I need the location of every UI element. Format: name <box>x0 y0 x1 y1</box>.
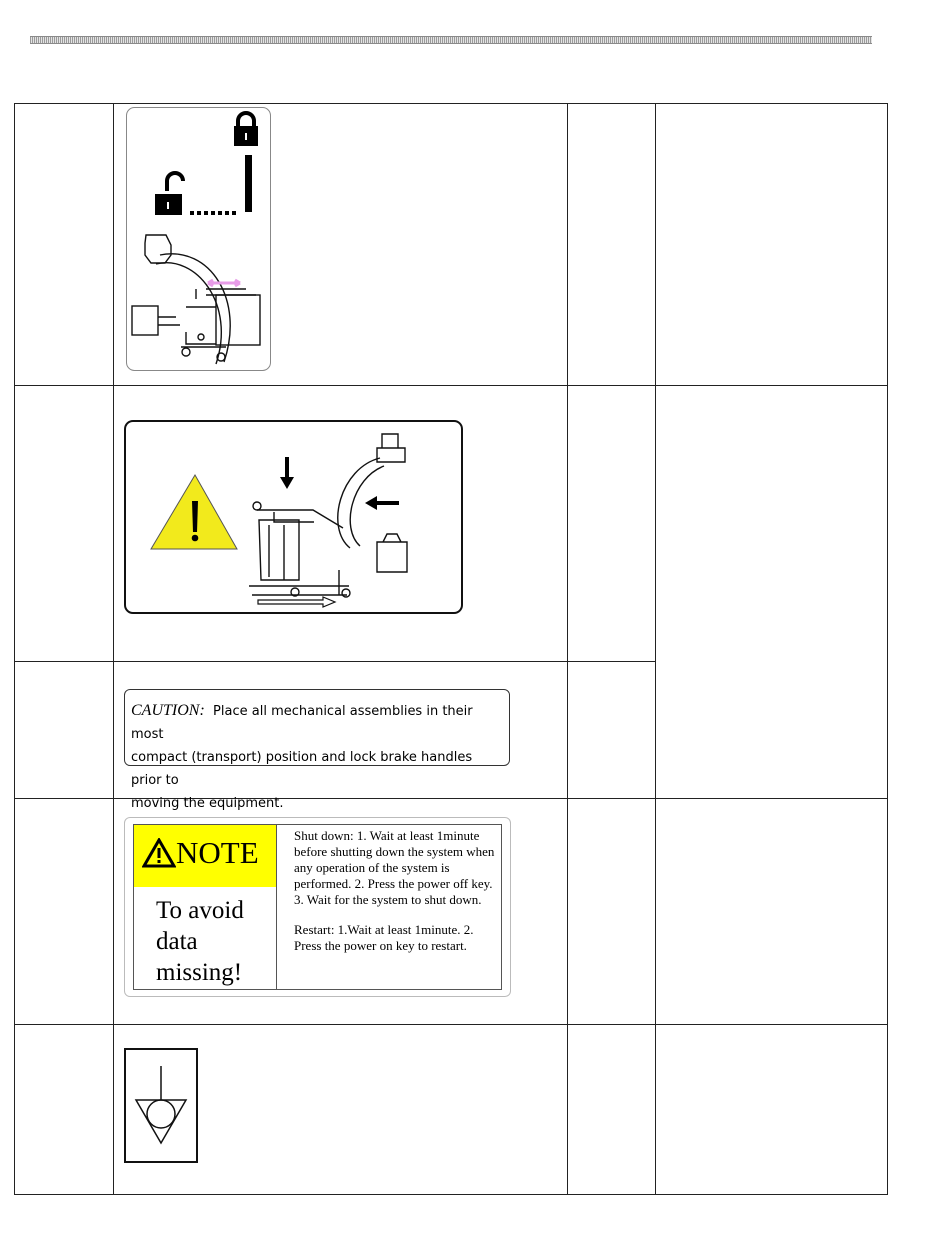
caution-line-1: CAUTION: Place all mechanical assemblies in their most <box>131 702 473 742</box>
caution-text-1: Place all mechanical assemblies in their most <box>131 704 473 742</box>
shutdown-instructions: Shut down: 1. Wait at least 1minute before shutting down the system when any operation of the system is performed. 2. Press the power off key. 3. Wait for the system to shut down. <box>294 828 495 907</box>
row-divider <box>15 1024 887 1025</box>
caution-label <box>124 689 510 811</box>
note-title <box>142 835 259 871</box>
note-message-line: data <box>156 928 198 955</box>
lock-bar <box>245 155 252 212</box>
row-divider <box>15 385 887 386</box>
header-rule <box>30 36 872 44</box>
caution-text-2: compact (transport) position and lock brake handles prior to <box>131 750 473 788</box>
note-instructions <box>294 828 502 954</box>
note-label <box>124 817 511 997</box>
restart-instructions: Restart: 1.Wait at least 1minute. 2. Press the power on key to restart. <box>294 922 474 953</box>
warning-triangle-icon <box>142 838 176 868</box>
row-divider <box>15 661 655 662</box>
equipotential-ground-label <box>124 1048 198 1163</box>
column-divider <box>655 104 656 1194</box>
note-left-panel <box>134 825 277 989</box>
note-title-text: NOTE <box>176 835 259 870</box>
caution-word: CAUTION <box>131 702 200 719</box>
column-divider <box>567 104 568 1194</box>
brake-lock-label <box>126 107 271 371</box>
note-label-frame <box>133 824 502 990</box>
note-message-line: missing! <box>156 959 243 986</box>
column-divider <box>113 104 114 1194</box>
note-message <box>156 895 274 988</box>
caution-text-3: moving the equipment. <box>131 796 284 811</box>
note-message-line: To avoid <box>156 897 244 924</box>
transport-warning-label <box>124 420 463 615</box>
